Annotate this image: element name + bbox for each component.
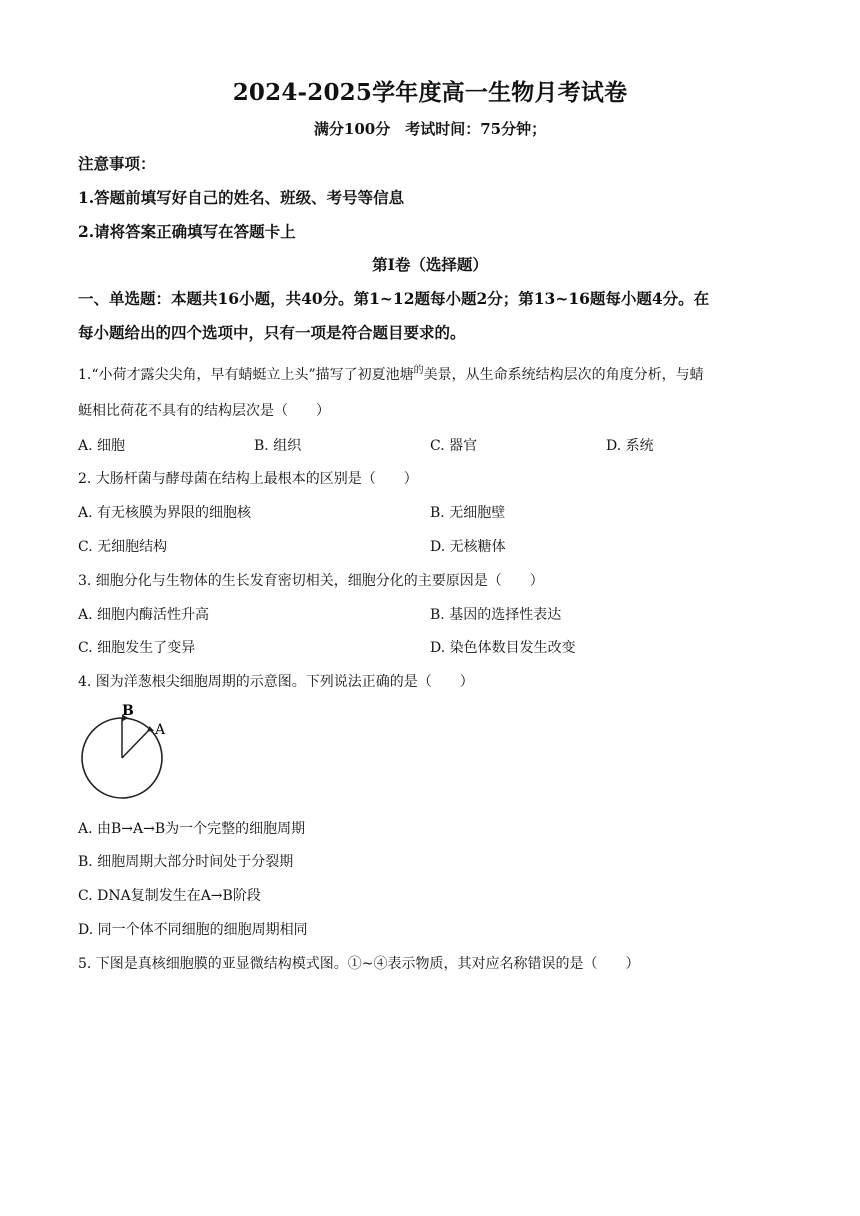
section-title: 第Ⅰ卷（选择题）	[372, 255, 488, 274]
question-1-stem-sup: 的	[413, 365, 424, 376]
question-3-option-b: B. 基因的选择性表达	[430, 607, 562, 623]
question-2-option-b: B. 无细胞壁	[430, 505, 506, 521]
question-1-option-a: A. 细胞	[78, 438, 126, 454]
question-4-option-b: B. 细胞周期大部分时间处于分裂期	[78, 854, 294, 870]
exam-title: 2024-2025学年度高一生物月考试卷	[232, 79, 628, 106]
exam-subtitle: 满分100分 考试时间：75分钟；	[313, 120, 547, 138]
question-4-option-c: C. DNA复制发生在A→B阶段	[78, 888, 261, 904]
radius-line-a	[122, 729, 150, 758]
question-3-option-c: C. 细胞发生了变异	[78, 640, 196, 656]
question-3-option-a: A. 细胞内酶活性升高	[78, 607, 210, 623]
label-a: A	[155, 722, 166, 738]
section-instruction-line2: 每小题给出的四个选项中，只有一项是符合题目要求的。	[78, 323, 466, 342]
cell-cycle-diagram	[74, 700, 184, 804]
question-4-option-d: D. 同一个体不同细胞的细胞周期相同	[78, 922, 308, 938]
notes-heading: 注意事项：	[78, 154, 156, 173]
question-4-option-a: A. 由B→A→B为一个完整的细胞周期	[78, 821, 306, 837]
question-2-option-a: A. 有无核膜为界限的细胞核	[78, 505, 252, 521]
question-1-stem-line2: 蜓相比荷花不具有的结构层次是（ ）	[78, 403, 330, 419]
question-1-stem-part2: 美景，从生命系统结构层次的角度分析，与蜻	[423, 367, 704, 383]
section-instruction-line1: 一、单选题：本题共16小题，共40分。第1~12题每小题2分；第13~16题每小题4分。在	[78, 289, 710, 308]
question-2-stem: 2. 大肠杆菌与酵母菌在结构上最根本的区别是（ ）	[78, 471, 418, 487]
question-1-option-b: B. 组织	[254, 438, 302, 454]
question-5-stem: 5. 下图是真核细胞膜的亚显微结构模式图。①~④表示物质，其对应名称错误的是（ ）	[78, 956, 640, 972]
question-1-stem-line1	[78, 364, 704, 384]
notes-item-1: 1.答题前填写好自己的姓名、班级、考号等信息	[78, 188, 405, 207]
question-1-stem-part1: 1.“小荷才露尖尖角，早有蜻蜓立上头”描写了初夏池塘	[78, 367, 414, 383]
question-4-stem: 4. 图为洋葱根尖细胞周期的示意图。下列说法正确的是（ ）	[78, 674, 474, 690]
question-2-option-d: D. 无核糖体	[430, 539, 506, 555]
question-2-option-c: C. 无细胞结构	[78, 539, 168, 555]
question-3-stem: 3. 细胞分化与生物体的生长发育密切相关，细胞分化的主要原因是（ ）	[78, 573, 544, 589]
question-1-option-c: C. 器官	[430, 438, 478, 454]
question-1-option-d: D. 系统	[606, 438, 654, 454]
label-b: B	[122, 703, 134, 719]
notes-item-2: 2.请将答案正确填写在答题卡上	[78, 222, 296, 241]
question-3-option-d: D. 染色体数目发生改变	[430, 640, 576, 656]
